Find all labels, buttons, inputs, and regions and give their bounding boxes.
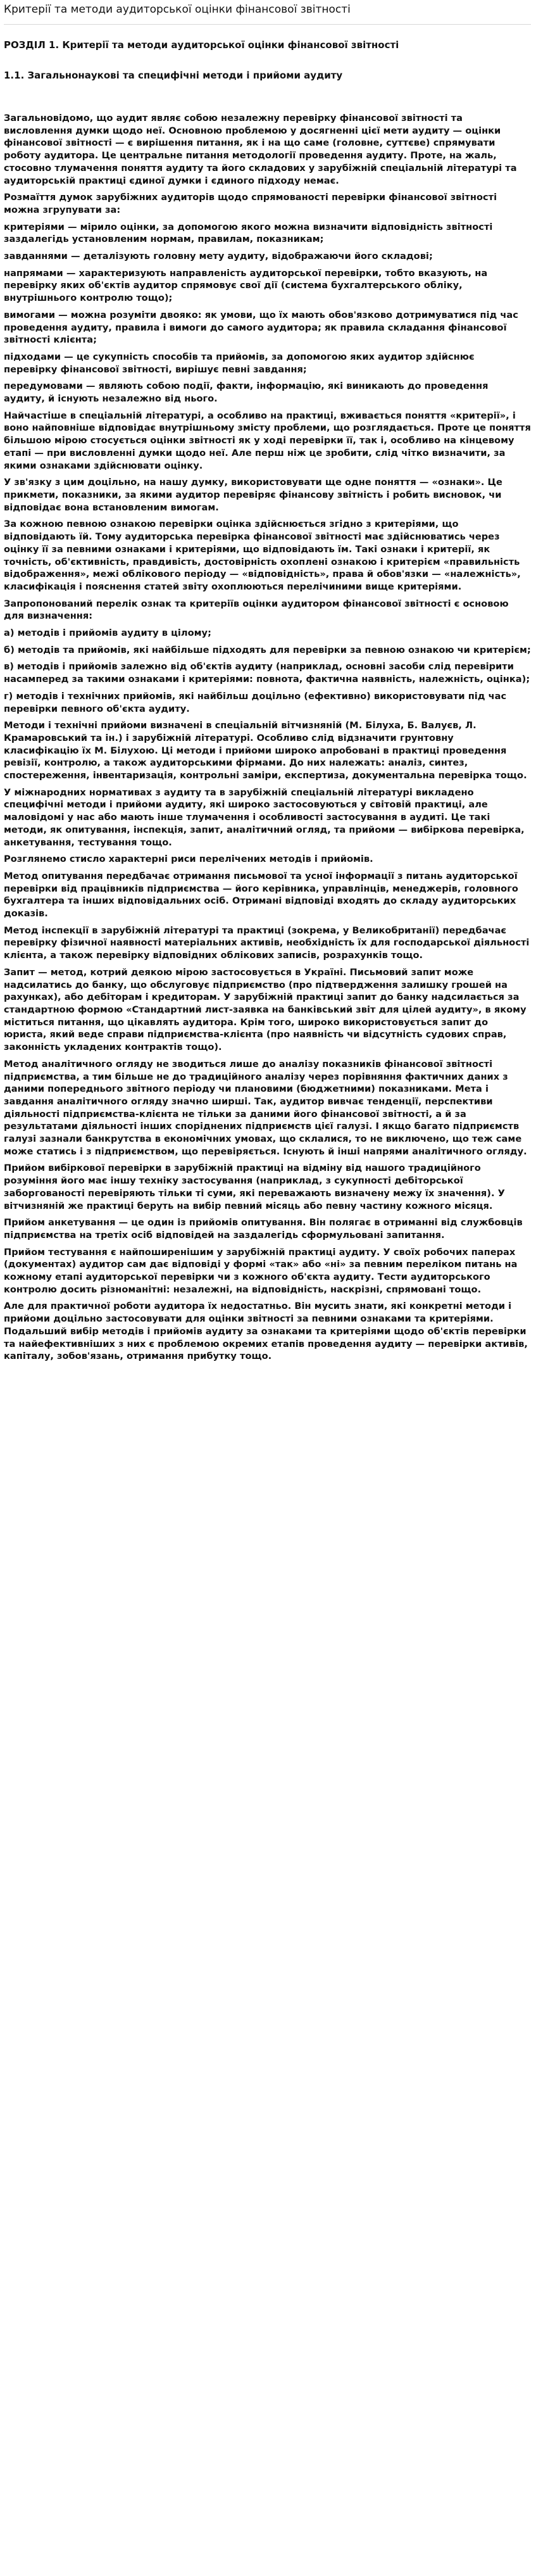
paragraph: вимогами — можна розуміти двояко: як умови, що їх мають обов'язково дотримуватися під час проведення аудиту, правила і вимоги до самого аудитора; як правила складання фінансової звітності клієнта;: [4, 309, 518, 346]
paragraph: Але для практичної роботи аудитора їх недостатньо. Він мусить знати, які конкретні методи і прийоми доцільно застосовувати для оцінки звітності за певними ознаками та критеріями. Подальший вибір методів і прийомів аудиту за ознаками та критеріями щодо об'єктів перевірки та найефективніших з них є проблемою окремих етапів проведення аудиту — перевірки активів, капіталу, зобов'язань, отримання прибутку тощо.: [4, 1301, 528, 1362]
paragraph: завданнями — деталізують головну мету аудиту, відображаючи його складові;: [4, 251, 433, 262]
paragraph: Метод аналітичного огляду не зводиться лише до аналізу показників фінансової звітності підприємства, а тим більше не до традиційного аналізу через порівняння фактичних даних з даними попереднього звітного періоду чи плановими (бюджетними) показниками. Мета і завдання аналітичного огляду значно ширші. Так, аудитор вивчає тенденції, перспективи діяльності підприємства-клієнта не тільки за даними його фінансової звітності, а й за результатами діяльності інших споріднених підприємств цієї галузі. І якщо багато підприємств галузі зазнали банкрутства в економічних умовах, що склалися, то не виключено, що теж саме може статись і з підприємством, що перевіряється. Існують й інші напрями аналітичного огляду.: [4, 1058, 527, 1157]
body-text: [4, 112, 531, 1363]
paragraph: а) методів і прийомів аудиту в цілому;: [4, 628, 211, 639]
paragraph: Запропонований перелік ознак та критеріїв оцінки аудитором фінансової звітності є основою для визначення:: [4, 598, 509, 622]
paragraph: Методи і технічні прийоми визначені в спеціальній вітчизняній (М. Білуха, Б. Валуєв, Л. Крамаровський та ін.) і зарубіжній літературі. Особливо слід відзначити грунтовну класифікацію їх М. Білухою. Ці методи і прийоми широко апробовані в практиці проведення ревізії, контролю, а також аудиторськими фірмами. До них належать: аналіз, синтез, спостереження, інвентаризація, контрольні заміри, експертиза, документальна перевірка тощо.: [4, 720, 527, 781]
paragraph: Прийом тестування є найпоширенішим у зарубіжній практиці аудиту. У своїх робочих паперах (документах) аудитор сам дає відповіді у формі «так» або «ні» за певним переліком питань на кожному етапі аудиторської перевірки чи з кожного об'єкта аудиту. Тести аудиторського контролю досить різноманітні: незалежні, на відповідність, наскрізні, спрямовані тощо.: [4, 1246, 518, 1295]
page-title: Критерії та методи аудиторської оцінки фінансової звітності: [4, 0, 531, 25]
paragraph: критеріями — мірило оцінки, за допомогою якого можна визначити відповідність звітності заздалегідь установленим нормам, правилам, показникам;: [4, 221, 493, 245]
paragraph: Прийом вибіркової перевірки в зарубіжній практиці на відміну від нашого традиційного розуміння його має іншу техніку застосування (наприклад, з сукупності дебіторської заборгованості перевіряють тільки ті суми, які переважають визначену межу їх значення). У вітчизняній же практиці беруть на вибір певний місяць або певну частину кожного місяця.: [4, 1163, 505, 1211]
paragraph: передумовами — являють собою події, факти, інформацію, які виникають до проведення аудиту, й існують незалежно від нього.: [4, 381, 489, 405]
paragraph: б) методів та прийомів, які найбільше підходять для перевірки за певною ознакою чи критерієм;: [4, 644, 531, 655]
section-heading: РОЗДІЛ 1. Критерії та методи аудиторської оцінки фінансової звітності: [4, 39, 399, 51]
paragraph: Найчастіше в спеціальній літературі, а особливо на практиці, вживається поняття «критерії», і воно найповніше відповідає внутрішньому змісту проблеми, що розглядається. Проте це поняття більшою мірою стосується оцінки звітності як у ході перевірки її, так і, особливо на кінцевому етапі — при висловленні думки щодо неї. Але перш ніж це зробити, слід чітко визначити, за якими ознаками здійснювати оцінку.: [4, 410, 531, 471]
paragraph: напрямами — характеризують направленість аудиторської перевірки, тобто вказують, на перевірку яких об'єктів аудитор спрямовує свої дії (система бухгалтерського обліку, внутрішнього контролю тощо);: [4, 267, 488, 304]
paragraph: Розмаїття думок зарубіжних аудиторів щодо спрямованості перевірки фінансової звітності можна згрупувати за:: [4, 192, 497, 215]
paragraph: Прийом анкетування — це один із прийомів опитування. Він полягає в отриманні від службовців підприємства на третіх осіб відповідей на заздалегідь сформульовані запитання.: [4, 1217, 523, 1241]
paragraph: Загальновідомо, що аудит являє собою незалежну перевірку фінансової звітності та висловлення думки щодо неї. Основною проблемою у досягненні цієї мети аудиту — оцінки фінансової звітності — є вирішення питання, як і на що саме (головне, суттєве) спрямувати роботу аудитора. Це центральне питання методології проведення аудиту. Проте, на жаль, стосовно тлумачення поняття аудиту та його складових у зарубіжній спеціальній літературі та аудиторській практиці єдиної думки і єдиного підходу немає.: [4, 113, 517, 186]
paragraph: Метод опитування передбачає отримання письмової та усної інформації з питань аудиторської перевірки від працівників підприємства — його керівника, управлінців, менеджерів, головного бухгалтера та інших відповідальних осіб. Отримані відповіді входять до складу аудиторських доказів.: [4, 870, 518, 919]
paragraph: підходами — це сукупність способів та прийомів, за допомогою яких аудитор здійснює перевірку фінансової звітності, вирішує певні завдання;: [4, 351, 475, 375]
paragraph: У міжнародних нормативах з аудиту та в зарубіжній спеціальній літературі викладено специфічні методи і прийоми аудиту, які широко застосовуються у світовій практиці, але маловідомі у нас або мають інше тлумачення і особливості застосування в аудиті. Це такі методи, як опитування, інспекція, запит, аналітичний огляд, та прийоми — вибіркова перевірка, анкетування, тестування тощо.: [4, 786, 525, 848]
paragraph: г) методів і технічних прийомів, які найбільш доцільно (ефективно) використовувати під час перевірки певного об'єкта аудиту.: [4, 690, 507, 714]
paragraph: У зв'язку з цим доцільно, на нашу думку, використовувати ще одне поняття — «ознаки». Це прикмети, показники, за якими аудитор перевіряє фінансову звітність і робить висновок, чи відповідає вона встановленим вимогам.: [4, 477, 502, 513]
paragraph: Запит — метод, котрий деякою мірою застосовується в Україні. Письмовий запит може надсилатись до банку, що обслуговує підприємство (про підтвердження залишку грошей на рахунках), або дебіторам і кредиторам. У зарубіжній практиці запит до банку надсилається за стандартною формою «Стандартний лист-заявка на банківський звіт для цілей аудиту», в якому міститься питання, що цікавлять аудитора. Крім того, широко використовується запит до юриста, який веде справи підприємства-клієнта (про наявність чи відсутність судових справ, законність укладених контрактів тощо).: [4, 966, 527, 1053]
paragraph: За кожною певною ознакою перевірки оцінка здійснюється згідно з критеріями, що відповідають їй. Тому аудиторська перевірка фінансової звітності має здійснюватись через оцінку її за певними ознаками і критеріями, що відповідають їм. Такі ознаки і критерії, як точність, об'єктивність, правдивість, достовірність охоплені ознакою і критерієм «правильність відображення», межі облікового періоду — «відповідність», права й обов'язки — «належність», класифікація і пояснення статей звіту охоплюються перелічиними вище критеріями.: [4, 519, 521, 592]
paragraph: Метод інспекції в зарубіжній літературі та практиці (зокрема, у Великобританії) передбачає перевірку фізичної наявності матеріальних активів, необхідність їх для господарської діяльності клієнта, а також перевірку відповідних облікових записів, розрахунків тощо.: [4, 925, 530, 961]
subsection-heading: 1.1. Загальнонаукові та специфічні методи і прийоми аудиту: [4, 70, 343, 81]
paragraph: в) методів і прийомів залежно від об'єктів аудиту (наприклад, основні засоби слід перевірити насамперед за такими ознаками і критеріями: повнота, фактична наявність, належність, оцінка);: [4, 661, 530, 685]
paragraph: Розглянемо стисло характерні риси перелічених методів і прийомів.: [4, 854, 373, 865]
